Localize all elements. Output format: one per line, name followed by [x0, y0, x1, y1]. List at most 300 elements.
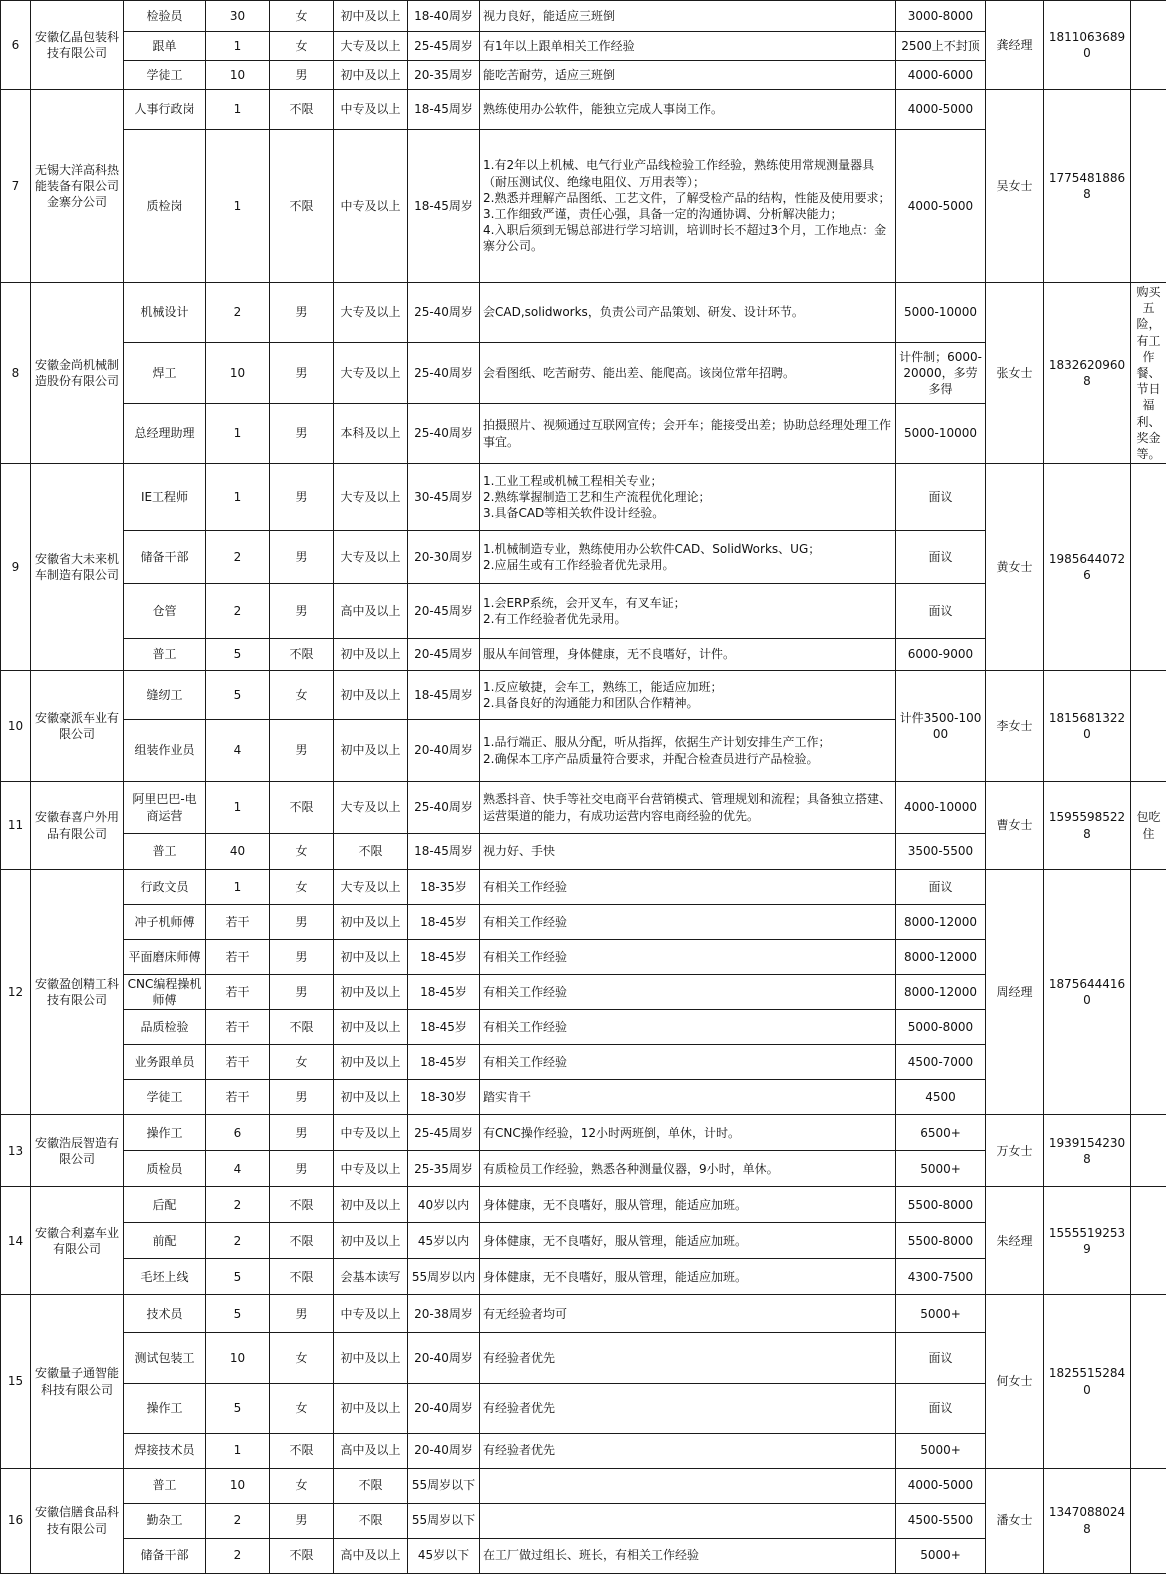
- job-count: 2: [206, 283, 270, 343]
- company-number: 15: [1, 1295, 31, 1468]
- job-count: 若干: [206, 1080, 270, 1115]
- job-gender: 男: [270, 531, 334, 584]
- job-gender: 男: [270, 283, 334, 343]
- contact-phone: 17754818868: [1044, 90, 1131, 283]
- job-count: 40: [206, 834, 270, 870]
- benefits: [1131, 1468, 1166, 1573]
- job-education: 会基本读写: [334, 1259, 408, 1295]
- job-title: 普工: [124, 834, 206, 870]
- job-education: 初中及以上: [334, 671, 408, 720]
- job-requirements: 有质检员工作经验，熟悉各种测量仪器，9小时，单休。: [480, 1151, 896, 1187]
- job-salary: 4000-6000: [896, 61, 986, 90]
- job-title: 质检岗: [124, 130, 206, 283]
- job-title: 组装作业员: [124, 720, 206, 782]
- job-salary: 4500-7000: [896, 1045, 986, 1080]
- job-requirements: 会看图纸、吃苦耐劳、能出差、能爬高。该岗位常年招聘。: [480, 342, 896, 403]
- benefits: [1131, 671, 1166, 782]
- job-title: 行政文员: [124, 870, 206, 905]
- company-number: 16: [1, 1468, 31, 1573]
- company-number: 8: [1, 283, 31, 464]
- job-title: 储备干部: [124, 1538, 206, 1573]
- job-title: 机械设计: [124, 283, 206, 343]
- job-salary: 5000-10000: [896, 283, 986, 343]
- job-education: 高中及以上: [334, 1538, 408, 1573]
- job-gender: 男: [270, 342, 334, 403]
- job-salary: 4500: [896, 1080, 986, 1115]
- company-number: 11: [1, 782, 31, 870]
- job-age: 20-40周岁: [408, 1433, 480, 1468]
- job-gender: 男: [270, 1295, 334, 1333]
- job-gender: 男: [270, 404, 334, 464]
- job-age: 20-40周岁: [408, 1333, 480, 1384]
- job-requirements: 有CNC操作经验，12小时两班倒，单休，计时。: [480, 1115, 896, 1151]
- job-education: 初中及以上: [334, 1080, 408, 1115]
- job-education: 高中及以上: [334, 584, 408, 639]
- table-row: [1, 1115, 1166, 1151]
- job-education: 大专及以上: [334, 782, 408, 834]
- contact-person: 曹女士: [986, 782, 1044, 870]
- job-salary: 5000+: [896, 1295, 986, 1333]
- job-requirements: 有相关工作经验: [480, 905, 896, 940]
- job-age: 18-40周岁: [408, 1, 480, 32]
- benefits: [1131, 1295, 1166, 1468]
- job-requirements: 1.品行端正、服从分配，听从指挥，依据生产计划安排生产工作； 2.确保本工序产品质量符合要求，并配合检查员进行产品检验。: [480, 720, 896, 782]
- job-title: 跟单: [124, 32, 206, 61]
- job-gender: 女: [270, 1045, 334, 1080]
- contact-person: 周经理: [986, 870, 1044, 1115]
- job-age: 25-35周岁: [408, 1151, 480, 1187]
- job-education: 初中及以上: [334, 61, 408, 90]
- job-gender: 不限: [270, 130, 334, 283]
- benefits: 包吃住: [1131, 782, 1166, 870]
- job-count: 1: [206, 404, 270, 464]
- contact-phone: 18156813220: [1044, 671, 1131, 782]
- job-salary: 5000+: [896, 1538, 986, 1573]
- contact-person: 李女士: [986, 671, 1044, 782]
- job-age: 18-45周岁: [408, 834, 480, 870]
- table-body: [1, 1, 1166, 1574]
- job-age: 20-30周岁: [408, 531, 480, 584]
- job-gender: 男: [270, 940, 334, 975]
- job-title: 毛坯上线: [124, 1259, 206, 1295]
- job-count: 10: [206, 1333, 270, 1384]
- job-education: 初中及以上: [334, 940, 408, 975]
- job-education: 初中及以上: [334, 975, 408, 1010]
- job-requirements: 服从车间管理，身体健康，无不良嗜好，计件。: [480, 639, 896, 671]
- job-requirements: 会CAD,solidworks，负责公司产品策划、研发、设计环节。: [480, 283, 896, 343]
- job-education: 本科及以上: [334, 404, 408, 464]
- job-education: 中专及以上: [334, 1151, 408, 1187]
- table-row: [1, 90, 1166, 130]
- benefits: [1131, 1115, 1166, 1187]
- job-education: 初中及以上: [334, 1223, 408, 1259]
- table-row: [1, 1468, 1166, 1503]
- job-salary: 5000-8000: [896, 1010, 986, 1045]
- job-salary: 8000-12000: [896, 940, 986, 975]
- company-number: 10: [1, 671, 31, 782]
- job-age: 18-35岁: [408, 870, 480, 905]
- job-title: 焊工: [124, 342, 206, 403]
- job-gender: 不限: [270, 1187, 334, 1223]
- job-title: CNC编程操机师傅: [124, 975, 206, 1010]
- job-salary: 6500+: [896, 1115, 986, 1151]
- company-name: 安徽亿晶包装科技有限公司: [31, 1, 124, 90]
- job-salary: 4000-5000: [896, 1468, 986, 1503]
- job-count: 若干: [206, 940, 270, 975]
- company-name: 安徽春喜户外用品有限公司: [31, 782, 124, 870]
- job-title: 总经理助理: [124, 404, 206, 464]
- table-row: [1, 283, 1166, 343]
- job-title: 仓管: [124, 584, 206, 639]
- contact-person: 张女士: [986, 283, 1044, 464]
- job-requirements: 1.会ERP系统，会开叉车，有叉车证； 2.有工作经验者优先录用。: [480, 584, 896, 639]
- benefits: [1131, 870, 1166, 1115]
- job-count: 1: [206, 464, 270, 531]
- job-education: 初中及以上: [334, 1, 408, 32]
- job-age: 45岁以内: [408, 1223, 480, 1259]
- job-education: 初中及以上: [334, 639, 408, 671]
- job-count: 5: [206, 671, 270, 720]
- job-count: 1: [206, 32, 270, 61]
- company-number: 6: [1, 1, 31, 90]
- job-requirements: 身体健康，无不良嗜好，服从管理，能适应加班。: [480, 1259, 896, 1295]
- table-row: [1, 1187, 1166, 1223]
- job-gender: 不限: [270, 639, 334, 671]
- job-count: 2: [206, 1223, 270, 1259]
- job-gender: 不限: [270, 782, 334, 834]
- job-salary: 计件制；6000-20000，多劳多得: [896, 342, 986, 403]
- job-education: 初中及以上: [334, 1384, 408, 1434]
- job-title: 品质检验: [124, 1010, 206, 1045]
- job-title: 后配: [124, 1187, 206, 1223]
- job-count: 5: [206, 1259, 270, 1295]
- job-gender: 不限: [270, 1433, 334, 1468]
- job-gender: 女: [270, 870, 334, 905]
- contact-phone: 18326209608: [1044, 283, 1131, 464]
- job-age: 40岁以内: [408, 1187, 480, 1223]
- contact-phone: 19391542308: [1044, 1115, 1131, 1187]
- job-education: 高中及以上: [334, 1433, 408, 1468]
- job-salary: 8000-12000: [896, 975, 986, 1010]
- contact-person: 万女士: [986, 1115, 1044, 1187]
- job-age: 18-45岁: [408, 975, 480, 1010]
- job-education: 大专及以上: [334, 870, 408, 905]
- job-requirements: 1.工业工程或机械工程相关专业； 2.熟练掌握制造工艺和生产流程优化理论； 3.具备CAD等相关软件设计经验。: [480, 464, 896, 531]
- job-title: 焊接技术员: [124, 1433, 206, 1468]
- job-salary: 面议: [896, 531, 986, 584]
- job-education: 初中及以上: [334, 1187, 408, 1223]
- job-age: 18-45周岁: [408, 90, 480, 130]
- job-age: 20-38周岁: [408, 1295, 480, 1333]
- job-age: 25-45周岁: [408, 1115, 480, 1151]
- job-salary: 面议: [896, 870, 986, 905]
- job-requirements: 熟悉抖音、快手等社交电商平台营销模式、管理规划和流程；具备独立搭建、运营渠道的能力，有成功运营内容电商经验的优先。: [480, 782, 896, 834]
- job-gender: 不限: [270, 1223, 334, 1259]
- job-requirements: 1.有2年以上机械、电气行业产品线检验工作经验，熟练使用常规测量器具（耐压测试仪、绝缘电阻仪、万用表等）； 2.熟悉并理解产品图纸、工艺文件，了解受检产品的结构，性能及使用要求； 3.工作细致严谨，责任心强，具备一定的沟通协调、分析解决能力； 4.入职后须到无锡总部进行学习培训，培训时长不超过3个月，工作地点：金寨分公司。: [480, 130, 896, 283]
- job-count: 2: [206, 1503, 270, 1538]
- job-gender: 女: [270, 1468, 334, 1503]
- job-count: 2: [206, 1538, 270, 1573]
- job-salary: 5500-8000: [896, 1187, 986, 1223]
- job-education: 中专及以上: [334, 130, 408, 283]
- job-title: 学徒工: [124, 61, 206, 90]
- company-name: 安徽省大未来机车制造有限公司: [31, 464, 124, 671]
- job-age: 25-40周岁: [408, 782, 480, 834]
- job-education: 大专及以上: [334, 283, 408, 343]
- job-gender: 女: [270, 1, 334, 32]
- job-title: IE工程师: [124, 464, 206, 531]
- job-gender: 男: [270, 1503, 334, 1538]
- job-gender: 不限: [270, 1259, 334, 1295]
- job-age: 18-45周岁: [408, 130, 480, 283]
- job-education: 初中及以上: [334, 905, 408, 940]
- job-requirements: 视力好、手快: [480, 834, 896, 870]
- job-education: 不限: [334, 1468, 408, 1503]
- contact-phone: 19856440726: [1044, 464, 1131, 671]
- job-age: 18-45岁: [408, 1010, 480, 1045]
- company-number: 13: [1, 1115, 31, 1187]
- job-title: 操作工: [124, 1384, 206, 1434]
- job-count: 10: [206, 342, 270, 403]
- job-age: 25-45周岁: [408, 32, 480, 61]
- job-count: 1: [206, 130, 270, 283]
- job-salary: 4000-10000: [896, 782, 986, 834]
- company-number: 9: [1, 464, 31, 671]
- job-requirements: 能吃苦耐劳，适应三班倒: [480, 61, 896, 90]
- job-requirements: 视力良好，能适应三班倒: [480, 1, 896, 32]
- job-age: 20-40周岁: [408, 1384, 480, 1434]
- job-title: 测试包装工: [124, 1333, 206, 1384]
- job-salary: 6000-9000: [896, 639, 986, 671]
- job-requirements: 有1年以上跟单相关工作经验: [480, 32, 896, 61]
- job-age: 55周岁以内: [408, 1259, 480, 1295]
- company-name: 安徽浩辰智造有限公司: [31, 1115, 124, 1187]
- job-requirements: 有相关工作经验: [480, 1045, 896, 1080]
- company-number: 12: [1, 870, 31, 1115]
- job-age: 20-35周岁: [408, 61, 480, 90]
- job-salary: 计件3500-10000: [896, 671, 986, 782]
- job-requirements: 有经验者优先: [480, 1384, 896, 1434]
- job-age: 20-45周岁: [408, 584, 480, 639]
- job-requirements: 在工厂做过组长、班长，有相关工作经验: [480, 1538, 896, 1573]
- job-count: 若干: [206, 905, 270, 940]
- job-salary: 4000-5000: [896, 90, 986, 130]
- job-salary: 5500-8000: [896, 1223, 986, 1259]
- job-salary: 5000-10000: [896, 404, 986, 464]
- job-education: 大专及以上: [334, 464, 408, 531]
- contact-person: 黄女士: [986, 464, 1044, 671]
- job-gender: 男: [270, 584, 334, 639]
- job-gender: 男: [270, 975, 334, 1010]
- job-title: 缝纫工: [124, 671, 206, 720]
- job-requirements: 踏实肯干: [480, 1080, 896, 1115]
- job-education: 不限: [334, 834, 408, 870]
- job-gender: 男: [270, 720, 334, 782]
- job-requirements: 身体健康，无不良嗜好，服从管理，能适应加班。: [480, 1187, 896, 1223]
- job-title: 阿里巴巴-电商运营: [124, 782, 206, 834]
- contact-phone: 18255152840: [1044, 1295, 1131, 1468]
- job-title: 普工: [124, 639, 206, 671]
- job-title: 人事行政岗: [124, 90, 206, 130]
- job-count: 1: [206, 90, 270, 130]
- job-salary: 4500-5500: [896, 1503, 986, 1538]
- job-requirements: 有相关工作经验: [480, 870, 896, 905]
- job-requirements: 1.反应敏捷，会车工，熟练工，能适应加班； 2.具备良好的沟通能力和团队合作精神。: [480, 671, 896, 720]
- job-salary: 3500-5500: [896, 834, 986, 870]
- job-gender: 不限: [270, 1538, 334, 1573]
- job-gender: 男: [270, 1151, 334, 1187]
- job-requirements: 有相关工作经验: [480, 975, 896, 1010]
- company-name: 安徽信膳食品科技有限公司: [31, 1468, 124, 1573]
- job-education: 中专及以上: [334, 90, 408, 130]
- job-age: 25-40周岁: [408, 342, 480, 403]
- contact-phone: 13470880248: [1044, 1468, 1131, 1573]
- table-row: [1, 671, 1166, 720]
- job-requirements: 身体健康，无不良嗜好，服从管理，能适应加班。: [480, 1223, 896, 1259]
- job-count: 若干: [206, 1045, 270, 1080]
- job-education: 大专及以上: [334, 32, 408, 61]
- job-count: 1: [206, 1433, 270, 1468]
- job-requirements: 1.机械制造专业，熟练使用办公软件CAD、SolidWorks、UG； 2.应届生或有工作经验者优先录用。: [480, 531, 896, 584]
- job-count: 5: [206, 639, 270, 671]
- job-title: 勤杂工: [124, 1503, 206, 1538]
- job-count: 5: [206, 1295, 270, 1333]
- job-count: 4: [206, 1151, 270, 1187]
- table-row: [1, 782, 1166, 834]
- job-age: 18-45岁: [408, 1045, 480, 1080]
- company-number: 7: [1, 90, 31, 283]
- job-count: 4: [206, 720, 270, 782]
- job-education: 初中及以上: [334, 1333, 408, 1384]
- job-title: 普工: [124, 1468, 206, 1503]
- job-salary: 面议: [896, 584, 986, 639]
- job-count: 1: [206, 870, 270, 905]
- contact-person: 龚经理: [986, 1, 1044, 90]
- job-education: 初中及以上: [334, 1010, 408, 1045]
- job-salary: 面议: [896, 1384, 986, 1434]
- job-education: 不限: [334, 1503, 408, 1538]
- job-title: 检验员: [124, 1, 206, 32]
- job-age: 18-45周岁: [408, 671, 480, 720]
- job-gender: 女: [270, 671, 334, 720]
- job-education: 大专及以上: [334, 531, 408, 584]
- contact-person: 吴女士: [986, 90, 1044, 283]
- job-gender: 不限: [270, 1010, 334, 1045]
- job-count: 30: [206, 1, 270, 32]
- benefits: [1131, 1187, 1166, 1295]
- job-count: 2: [206, 531, 270, 584]
- job-education: 初中及以上: [334, 1045, 408, 1080]
- contact-phone: 18110636890: [1044, 1, 1131, 90]
- contact-phone: 18756444160: [1044, 870, 1131, 1115]
- job-age: 25-40周岁: [408, 404, 480, 464]
- job-count: 若干: [206, 975, 270, 1010]
- job-salary: 2500上不封顶: [896, 32, 986, 61]
- job-education: 初中及以上: [334, 720, 408, 782]
- job-education: 中专及以上: [334, 1295, 408, 1333]
- table-row: [1, 464, 1166, 531]
- job-age: 20-40周岁: [408, 720, 480, 782]
- job-title: 技术员: [124, 1295, 206, 1333]
- table-row: [1, 1295, 1166, 1333]
- job-requirements: 熟练使用办公软件，能独立完成人事岗工作。: [480, 90, 896, 130]
- contact-person: 潘女士: [986, 1468, 1044, 1573]
- job-requirements: 有经验者优先: [480, 1333, 896, 1384]
- job-title: 前配: [124, 1223, 206, 1259]
- company-name: 安徽豪派车业有限公司: [31, 671, 124, 782]
- job-requirements: [480, 1468, 896, 1503]
- job-salary: 8000-12000: [896, 905, 986, 940]
- company-name: 安徽合利嘉车业有限公司: [31, 1187, 124, 1295]
- job-gender: 男: [270, 61, 334, 90]
- job-count: 10: [206, 1468, 270, 1503]
- job-age: 18-45岁: [408, 905, 480, 940]
- job-count: 2: [206, 584, 270, 639]
- job-requirements: 有相关工作经验: [480, 1010, 896, 1045]
- job-salary: 面议: [896, 464, 986, 531]
- benefits: [1131, 464, 1166, 671]
- company-name: 安徽盈创精工科技有限公司: [31, 870, 124, 1115]
- job-gender: 女: [270, 834, 334, 870]
- job-gender: 男: [270, 464, 334, 531]
- job-requirements: 有无经验者均可: [480, 1295, 896, 1333]
- job-salary: 面议: [896, 1333, 986, 1384]
- job-salary: 5000+: [896, 1151, 986, 1187]
- contact-phone: 15955985228: [1044, 782, 1131, 870]
- job-age: 18-45岁: [408, 940, 480, 975]
- benefits: 购买五险，有工作餐、节日福利、奖金等。: [1131, 283, 1166, 464]
- job-salary: 3000-8000: [896, 1, 986, 32]
- job-count: 10: [206, 61, 270, 90]
- job-gender: 女: [270, 1333, 334, 1384]
- job-count: 若干: [206, 1010, 270, 1045]
- job-title: 冲子机师傅: [124, 905, 206, 940]
- job-age: 25-40周岁: [408, 283, 480, 343]
- job-count: 6: [206, 1115, 270, 1151]
- job-age: 55周岁以下: [408, 1468, 480, 1503]
- job-gender: 女: [270, 1384, 334, 1434]
- job-title: 操作工: [124, 1115, 206, 1151]
- benefits: [1131, 90, 1166, 283]
- company-name: 无锡大洋高科热能装备有限公司金寨分公司: [31, 90, 124, 283]
- job-gender: 不限: [270, 90, 334, 130]
- job-count: 1: [206, 782, 270, 834]
- job-salary: 5000+: [896, 1433, 986, 1468]
- job-requirements: 拍摄照片、视频通过互联网宣传；会开车；能接受出差；协助总经理处理工作事宜。: [480, 404, 896, 464]
- job-title: 学徒工: [124, 1080, 206, 1115]
- benefits: [1131, 1, 1166, 90]
- job-count: 2: [206, 1187, 270, 1223]
- job-gender: 女: [270, 32, 334, 61]
- job-title: 储备干部: [124, 531, 206, 584]
- job-requirements: 有相关工作经验: [480, 940, 896, 975]
- job-salary: 4000-5000: [896, 130, 986, 283]
- job-age: 45岁以下: [408, 1538, 480, 1573]
- contact-person: 朱经理: [986, 1187, 1044, 1295]
- job-age: 18-30岁: [408, 1080, 480, 1115]
- job-age: 30-45周岁: [408, 464, 480, 531]
- job-title: 业务跟单员: [124, 1045, 206, 1080]
- company-name: 安徽量子通智能科技有限公司: [31, 1295, 124, 1468]
- table-row: [1, 1, 1166, 32]
- job-education: 中专及以上: [334, 1115, 408, 1151]
- company-name: 安徽金尚机械制造股份有限公司: [31, 283, 124, 464]
- contact-person: 何女士: [986, 1295, 1044, 1468]
- job-age: 20-45周岁: [408, 639, 480, 671]
- job-requirements: [480, 1503, 896, 1538]
- job-requirements: 有经验者优先: [480, 1433, 896, 1468]
- job-title: 质检员: [124, 1151, 206, 1187]
